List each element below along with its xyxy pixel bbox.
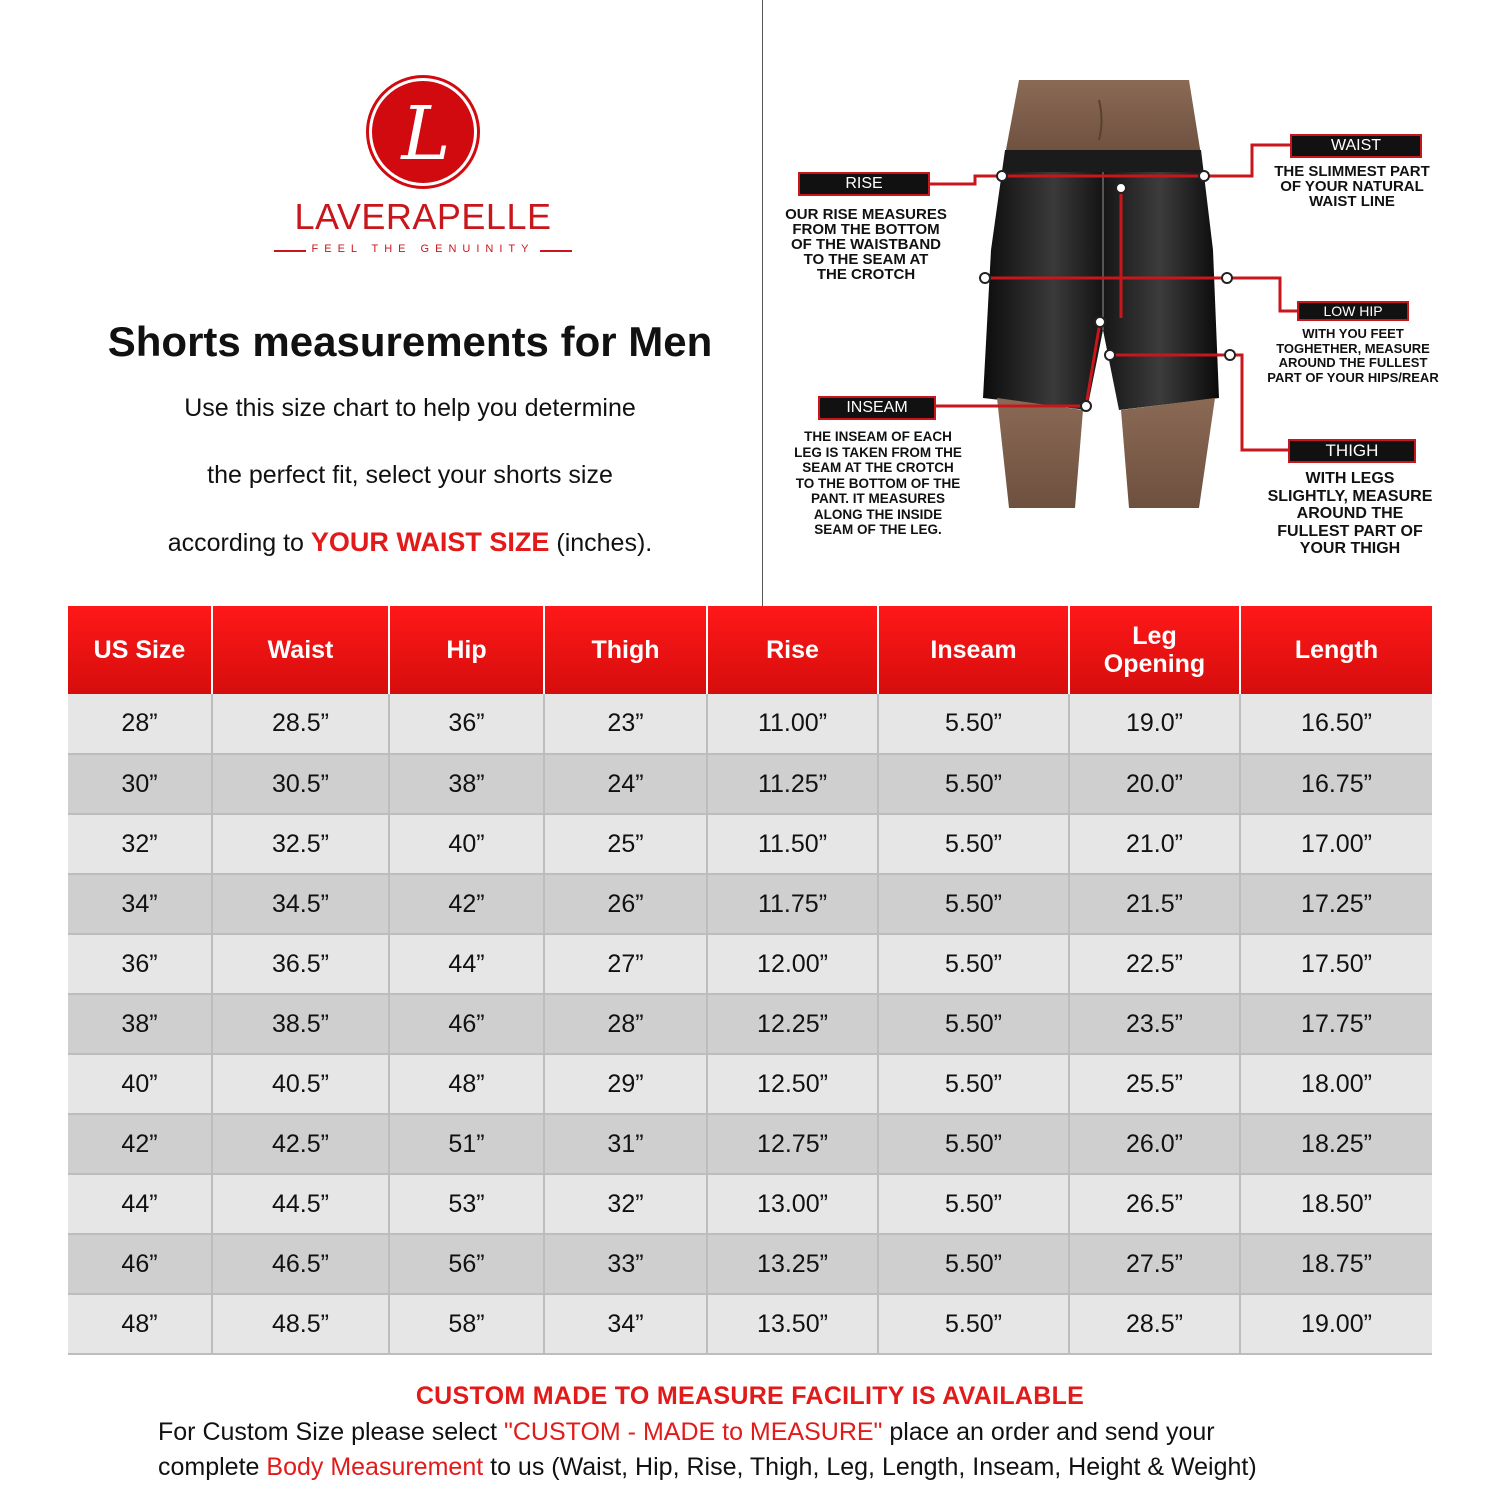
low-hip-description [1250, 327, 1456, 385]
column-header: Length [1240, 606, 1432, 694]
table-cell: 12.75” [707, 1114, 878, 1174]
table-row [68, 1174, 1432, 1234]
table-cell: 48” [68, 1294, 212, 1354]
custom-instructions-line-2 [158, 1453, 1257, 1482]
table-cell: 5.50” [878, 874, 1069, 934]
thigh-desc-line: YOUR THIGH [1299, 540, 1401, 557]
custom-option-name: "CUSTOM - MADE to MEASURE" [503, 1418, 883, 1446]
table-cell: 5.50” [878, 1234, 1069, 1294]
page-title: Shorts measurements for Men [107, 318, 713, 365]
table-cell: 34.5” [212, 874, 389, 934]
table-cell: 12.50” [707, 1054, 878, 1114]
table-cell: 51” [389, 1114, 544, 1174]
table-cell: 32” [68, 814, 212, 874]
table-cell: 25” [544, 814, 707, 874]
vertical-divider [762, 0, 763, 606]
table-cell: 42” [389, 874, 544, 934]
table-cell: 34” [544, 1294, 707, 1354]
table-cell: 44.5” [212, 1174, 389, 1234]
table-cell: 5.50” [878, 754, 1069, 814]
table-cell: 40” [68, 1054, 212, 1114]
table-cell: 11.75” [707, 874, 878, 934]
table-cell: 24” [544, 754, 707, 814]
table-cell: 17.00” [1240, 814, 1432, 874]
table-cell: 32” [544, 1174, 707, 1234]
intro-line-2: the perfect fit, select your shorts size [207, 461, 613, 489]
custom-text: to us (Waist, Hip, Rise, Thigh, Leg, Length, Inseam, Height & Weight) [483, 1453, 1257, 1481]
table-cell: 36.5” [212, 934, 389, 994]
table-cell: 34” [68, 874, 212, 934]
logo-emblem [369, 78, 477, 186]
table-cell: 53” [389, 1174, 544, 1234]
table-cell: 19.00” [1240, 1294, 1432, 1354]
custom-instructions-line-1 [158, 1418, 1215, 1447]
table-cell: 29” [544, 1054, 707, 1114]
logo-letter: L [401, 91, 451, 177]
thigh-label: THIGH [1288, 439, 1416, 463]
table-cell: 5.50” [878, 1114, 1069, 1174]
waist-desc-line: WAIST LINE [1309, 193, 1395, 210]
table-row [68, 994, 1432, 1054]
table-row [68, 1294, 1432, 1354]
rise-description [762, 207, 970, 282]
table-cell: 21.0” [1069, 814, 1240, 874]
table-cell: 38” [68, 994, 212, 1054]
table-cell: 36” [68, 934, 212, 994]
brand-name: LAVERAPELLE [294, 196, 552, 237]
inseam-desc-line: SEAM AT THE CROTCH [802, 460, 954, 475]
intro-line-1: Use this size chart to help you determine [184, 394, 636, 422]
rise-desc-line: THE CROTCH [816, 266, 916, 283]
table-cell: 17.50” [1240, 934, 1432, 994]
table-cell: 16.75” [1240, 754, 1432, 814]
low-hip-desc-line: WITH YOU FEET [1302, 326, 1404, 341]
table-cell: 13.25” [707, 1234, 878, 1294]
table-cell: 46” [68, 1234, 212, 1294]
thigh-desc-line: AROUND THE [1296, 505, 1404, 522]
table-cell: 28.5” [212, 694, 389, 754]
table-cell: 16.50” [1240, 694, 1432, 754]
column-header: Waist [212, 606, 389, 694]
table-cell: 21.5” [1069, 874, 1240, 934]
table-cell: 13.50” [707, 1294, 878, 1354]
column-header: US Size [68, 606, 212, 694]
rise-desc-line: OUR RISE MEASURES [785, 206, 947, 223]
table-cell: 36” [389, 694, 544, 754]
intro-line-3-prefix: according to [167, 529, 311, 557]
table-cell: 48” [389, 1054, 544, 1114]
column-header: Thigh [544, 606, 707, 694]
table-cell: 5.50” [878, 1294, 1069, 1354]
intro-line-3-suffix: (inches). [549, 529, 653, 557]
table-cell: 44” [68, 1174, 212, 1234]
waist-description [1252, 164, 1452, 209]
table-cell: 40” [389, 814, 544, 874]
table-cell: 42.5” [212, 1114, 389, 1174]
inseam-desc-line: SEAM OF THE LEG. [814, 522, 942, 537]
inseam-desc-line: LEG IS TAKEN FROM THE [794, 444, 962, 460]
table-cell: 32.5” [212, 814, 389, 874]
table-cell: 31” [544, 1114, 707, 1174]
inseam-desc-line: ALONG THE INSIDE [813, 506, 943, 522]
table-cell: 13.00” [707, 1174, 878, 1234]
low-hip-desc-line: PART OF YOUR HIPS/REAR [1267, 369, 1439, 385]
rise-desc-line: FROM THE BOTTOM [792, 221, 940, 238]
column-header: Rise [707, 606, 878, 694]
table-cell: 17.25” [1240, 874, 1432, 934]
waist-size-highlight: YOUR WAIST SIZE [310, 527, 550, 557]
table-row [68, 1234, 1432, 1294]
table-cell: 44” [389, 934, 544, 994]
column-header: Inseam [878, 606, 1069, 694]
low-hip-desc-line: AROUND THE FULLEST [1278, 355, 1428, 370]
table-cell: 26” [544, 874, 707, 934]
table-cell: 27” [544, 934, 707, 994]
thigh-desc-line: FULLEST PART OF [1277, 522, 1423, 540]
table-row [68, 874, 1432, 934]
table-row [68, 1114, 1432, 1174]
table-cell: 11.00” [707, 694, 878, 754]
table-cell: 26.5” [1069, 1174, 1240, 1234]
table-cell: 12.00” [707, 934, 878, 994]
table-cell: 5.50” [878, 1054, 1069, 1114]
body-measurement-highlight: Body Measurement [266, 1453, 484, 1481]
waist-desc-line: OF YOUR NATURAL [1280, 178, 1424, 195]
table-cell: 22.5” [1069, 934, 1240, 994]
inseam-description [774, 429, 982, 538]
table-cell: 48.5” [212, 1294, 389, 1354]
table-cell: 58” [389, 1294, 544, 1354]
brand-tagline: FEEL THE GENUINITY [311, 243, 535, 255]
table-cell: 23.5” [1069, 994, 1240, 1054]
table-cell: 26.0” [1069, 1114, 1240, 1174]
table-row [68, 1054, 1432, 1114]
intro-line-3 [60, 527, 760, 558]
table-cell: 30.5” [212, 754, 389, 814]
table-cell: 5.50” [878, 994, 1069, 1054]
table-cell: 40.5” [212, 1054, 389, 1114]
table-cell: 27.5” [1069, 1234, 1240, 1294]
table-cell: 17.75” [1240, 994, 1432, 1054]
table-body [68, 694, 1432, 1354]
table-cell: 28” [544, 994, 707, 1054]
inseam-desc-line: TO THE BOTTOM OF THE [795, 475, 961, 491]
shorts-model-image [979, 80, 1227, 508]
waist-desc-line: THE SLIMMEST PART [1274, 163, 1430, 180]
rise-desc-line: TO THE SEAM AT [803, 251, 929, 268]
low-hip-label: LOW HIP [1297, 301, 1409, 321]
waist-label: WAIST [1290, 134, 1422, 158]
table-row [68, 694, 1432, 754]
thigh-description [1250, 470, 1450, 558]
thigh-desc-line: WITH LEGS [1305, 470, 1395, 487]
table-row [68, 814, 1432, 874]
table-cell: 5.50” [878, 1174, 1069, 1234]
table-cell: 23” [544, 694, 707, 754]
table-cell: 18.00” [1240, 1054, 1432, 1114]
custom-text: complete [158, 1453, 267, 1481]
table-header-row [68, 606, 1432, 694]
table-cell: 20.0” [1069, 754, 1240, 814]
arrow-left-icon [274, 250, 306, 252]
table-cell: 28.5” [1069, 1294, 1240, 1354]
table-cell: 5.50” [878, 814, 1069, 874]
table-cell: 42” [68, 1114, 212, 1174]
table-cell: 18.25” [1240, 1114, 1432, 1174]
column-header: Hip [389, 606, 544, 694]
table-cell: 33” [544, 1234, 707, 1294]
brand-logo [268, 78, 578, 268]
inseam-label: INSEAM [818, 396, 936, 420]
table-cell: 46” [389, 994, 544, 1054]
inseam-desc-line: THE INSEAM OF EACH [804, 429, 952, 444]
size-chart-table [68, 606, 1432, 1355]
table-cell: 38.5” [212, 994, 389, 1054]
table-cell: 56” [389, 1234, 544, 1294]
table-cell: 5.50” [878, 694, 1069, 754]
table-cell: 46.5” [212, 1234, 389, 1294]
inseam-desc-line: PANT. IT MEASURES [810, 491, 945, 506]
rise-label: RISE [798, 172, 930, 196]
table-cell: 28” [68, 694, 212, 754]
rise-desc-line: OF THE WAISTBAND [791, 236, 941, 253]
table-cell: 19.0” [1069, 694, 1240, 754]
table-cell: 12.25” [707, 994, 878, 1054]
brand-tagline-row [274, 241, 572, 261]
table-cell: 18.75” [1240, 1234, 1432, 1294]
column-header: Leg Opening [1069, 606, 1240, 694]
table-cell: 5.50” [878, 934, 1069, 994]
thigh-desc-line: SLIGHTLY, MEASURE [1267, 487, 1433, 505]
table-cell: 30” [68, 754, 212, 814]
table-cell: 38” [389, 754, 544, 814]
table-cell: 18.50” [1240, 1174, 1432, 1234]
table-row [68, 754, 1432, 814]
table-cell: 11.50” [707, 814, 878, 874]
custom-text: For Custom Size please select [158, 1418, 504, 1446]
table-row [68, 934, 1432, 994]
custom-facility-heading: CUSTOM MADE TO MEASURE FACILITY IS AVAILABLE [415, 1382, 1085, 1410]
custom-text: place an order and send your [882, 1418, 1215, 1446]
table-cell: 25.5” [1069, 1054, 1240, 1114]
arrow-right-icon [540, 250, 572, 252]
table-cell: 11.25” [707, 754, 878, 814]
low-hip-desc-line: TOGHETHER, MEASURE [1276, 340, 1430, 356]
